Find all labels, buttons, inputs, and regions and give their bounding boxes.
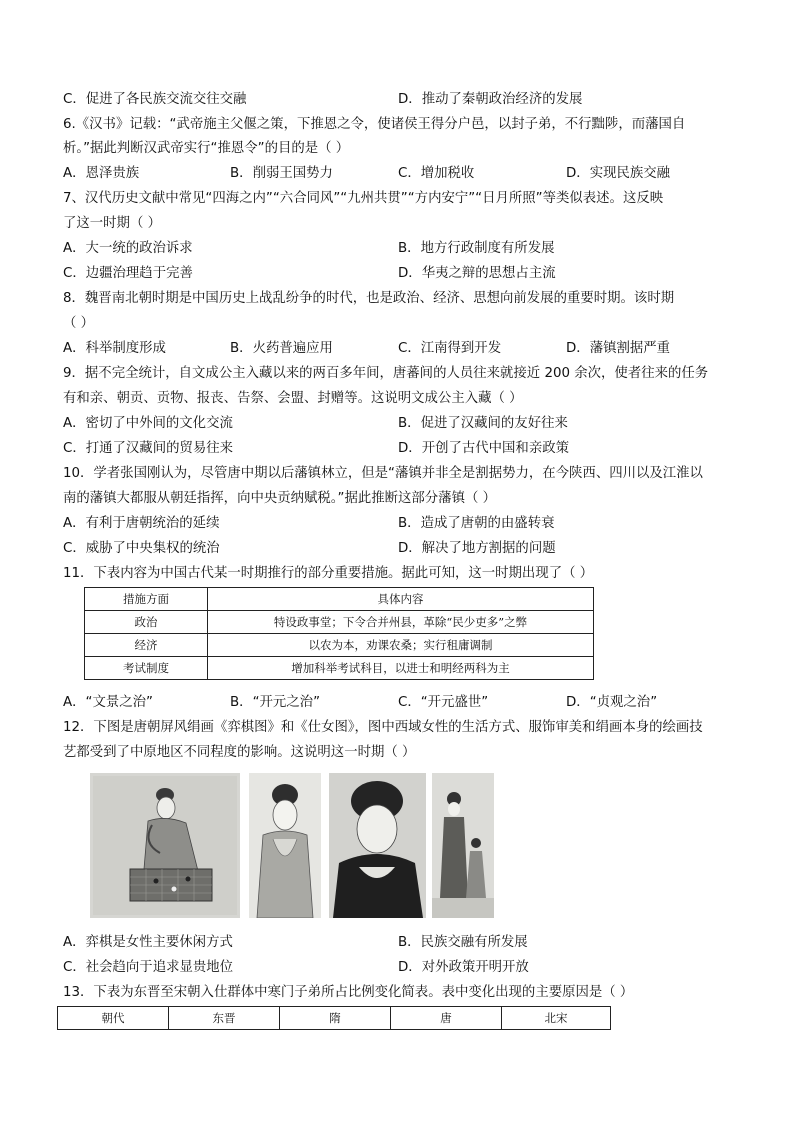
q7-stem-line-2: 了这一时期（ ） bbox=[63, 216, 161, 231]
q10-option-c: C．威胁了中央集权的统治 bbox=[63, 541, 220, 556]
table-header-cell: 措施方面 bbox=[85, 588, 208, 611]
q8-option-b: B．火药普遍应用 bbox=[230, 341, 333, 356]
table-cell: 增加科举考试科目，以进士和明经两科为主 bbox=[208, 657, 594, 680]
q6-option-d: D．实现民族交融 bbox=[566, 166, 671, 181]
q7-option-b: B．地方行政制度有所发展 bbox=[398, 241, 555, 256]
painting-lady-3 bbox=[432, 773, 494, 918]
q9-option-d: D．开创了古代中国和亲政策 bbox=[398, 441, 569, 456]
table-cell: 以农为本，劝课农桑；实行租庸调制 bbox=[208, 634, 594, 657]
q12-stem-line-1: 12．下图是唐朝屏风绢画《弈棋图》和《仕女图》，图中西域女性的生活方式、服饰审美和绢画本身的绘画技 bbox=[63, 720, 703, 735]
q9-stem-line-2: 有和亲、朝贡、贡物、报丧、告祭、会盟、封赠等。这说明文成公主入藏（ ） bbox=[63, 391, 523, 406]
table-header-cell: 东晋 bbox=[169, 1007, 280, 1030]
table-header-cell: 北宋 bbox=[502, 1007, 611, 1030]
q7-option-a: A．大一统的政治诉求 bbox=[63, 241, 193, 256]
q12-option-d: D．对外政策开明开放 bbox=[398, 960, 529, 975]
q7-stem-line-1: 7、汉代历史文献中常见“四海之内”“六合同风”“九州共贯”“方内安宁”“日月所照”等类似表述。这反映 bbox=[63, 191, 664, 206]
q10-option-b: B．造成了唐朝的由盛转衰 bbox=[398, 516, 555, 531]
table-header-cell: 唐 bbox=[391, 1007, 502, 1030]
q9-option-a: A．密切了中外间的文化交流 bbox=[63, 416, 233, 431]
q9-stem-line-1: 9．据不完全统计，自文成公主入藏以来的两百多年间，唐蕃间的人员往来就接近 200 余次，使者往来的任务 bbox=[63, 366, 709, 381]
table-row bbox=[85, 588, 594, 611]
q6-stem-line-1: 6.《汉书》记载：“武帝施主父偃之策，下推恩之令，使诸侯王得分户邑，以封子弟，不行黜陟，而藩国自 bbox=[63, 117, 686, 132]
table-header-cell: 朝代 bbox=[58, 1007, 169, 1030]
q7-option-c: C．边疆治理趋于完善 bbox=[63, 266, 193, 281]
q6-stem-line-2: 析。”据此判断汉武帝实行“推恩令”的目的是（ ） bbox=[63, 141, 350, 156]
q11-measures-table bbox=[84, 587, 594, 680]
table-cell: 考试制度 bbox=[85, 657, 208, 680]
q9-option-b: B．促进了汉藏间的友好往来 bbox=[398, 416, 568, 431]
q6-option-c: C．增加税收 bbox=[398, 166, 475, 181]
q8-option-d: D．藩镇割据严重 bbox=[566, 341, 671, 356]
q8-stem-line-1: 8．魏晋南北朝时期是中国历史上战乱纷争的时代，也是政治、经济、思想向前发展的重要时期。该时期 bbox=[63, 291, 675, 306]
q10-stem-line-2: 南的藩镇大都服从朝廷指挥，向中央贡纳赋税。”据此推断这部分藩镇（ ） bbox=[63, 491, 496, 506]
table-row bbox=[85, 611, 594, 634]
q10-option-d: D．解决了地方割据的问题 bbox=[398, 541, 556, 556]
q11-option-b: B．“开元之治” bbox=[230, 695, 321, 710]
q8-option-c: C．江南得到开发 bbox=[398, 341, 502, 356]
q9-option-c: C．打通了汉藏间的贸易往来 bbox=[63, 441, 234, 456]
painting-lady-2 bbox=[329, 773, 426, 918]
table-header-cell: 隋 bbox=[280, 1007, 391, 1030]
q11-option-c: C．“开元盛世” bbox=[398, 695, 489, 710]
q5-option-d: D．推动了秦朝政治经济的发展 bbox=[398, 92, 583, 107]
q8-stem-line-2: （ ） bbox=[63, 316, 95, 331]
table-row bbox=[58, 1007, 611, 1030]
q12-option-b: B．民族交融有所发展 bbox=[398, 935, 528, 950]
q10-stem-line-1: 10．学者张国刚认为，尽管唐中期以后藩镇林立，但是“藩镇并非全是割据势力，在今陕西、四川以及江淮以 bbox=[63, 466, 703, 481]
q11-stem: 11．下表内容为中国古代某一时期推行的部分重要措施。据此可知，这一时期出现了（ ） bbox=[63, 566, 594, 581]
q6-option-a: A．恩泽贵族 bbox=[63, 166, 140, 181]
q12-option-a: A．弈棋是女性主要休闲方式 bbox=[63, 935, 233, 950]
q13-table bbox=[57, 1006, 611, 1030]
q10-option-a: A．有利于唐朝统治的延续 bbox=[63, 516, 220, 531]
q8-option-a: A．科举制度形成 bbox=[63, 341, 166, 356]
painting-lady-1 bbox=[249, 773, 321, 918]
q11-option-d: D．“贞观之治” bbox=[566, 695, 658, 710]
q5-option-c: C．促进了各民族交流交往交融 bbox=[63, 92, 247, 107]
q12-option-c: C．社会趋向于追求显贵地位 bbox=[63, 960, 234, 975]
table-cell: 政治 bbox=[85, 611, 208, 634]
q11-option-a: A．“文景之治” bbox=[63, 695, 153, 710]
q6-option-b: B．削弱王国势力 bbox=[230, 166, 333, 181]
q12-stem-line-2: 艺都受到了中原地区不同程度的影响。这说明这一时期（ ） bbox=[63, 745, 416, 760]
table-row bbox=[85, 634, 594, 657]
q13-stem: 13．下表为东晋至宋朝入仕群体中寒门子弟所占比例变化简表。表中变化出现的主要原因是（ ） bbox=[63, 985, 634, 1000]
painting-weiqi bbox=[90, 773, 240, 918]
table-row bbox=[85, 657, 594, 680]
table-header-cell: 具体内容 bbox=[208, 588, 594, 611]
table-cell: 经济 bbox=[85, 634, 208, 657]
table-cell: 特设政事堂；下令合并州县，革除“民少吏多”之弊 bbox=[208, 611, 594, 634]
q7-option-d: D．华夷之辩的思想占主流 bbox=[398, 266, 556, 281]
